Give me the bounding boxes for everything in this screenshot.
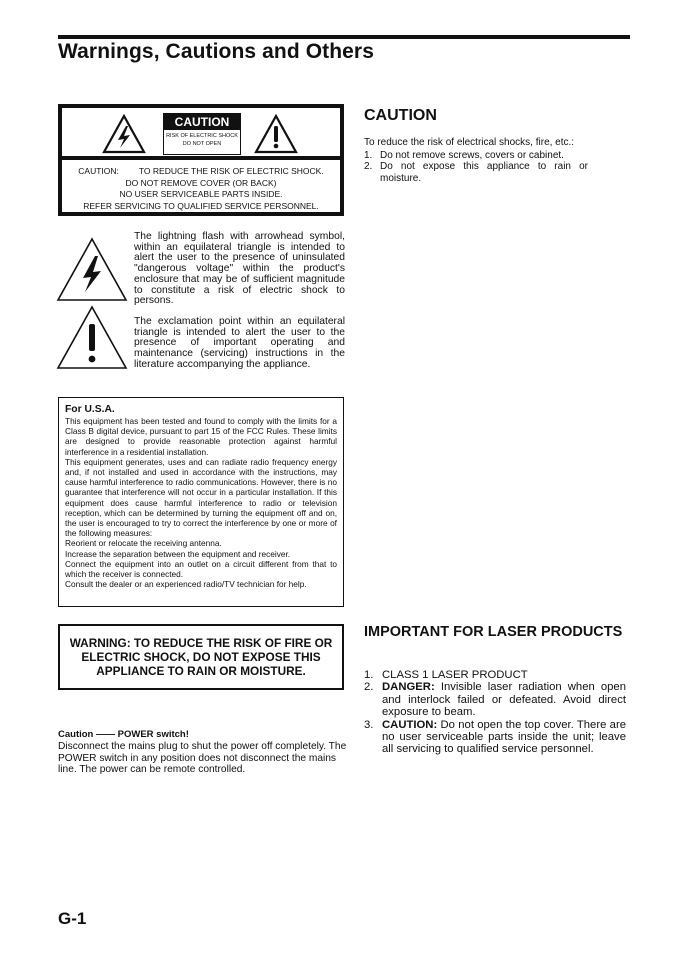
list-item-number: 2.: [364, 161, 373, 173]
exclamation-triangle-icon: [56, 305, 128, 371]
fcc-measure-1: Reorient or relocate the receiving antenna.: [65, 538, 222, 549]
caution-graphic-box: [58, 104, 344, 216]
warning-box: [58, 624, 344, 690]
caution-line-1-left: CAUTION:: [78, 166, 119, 176]
caution-line-4: REFER SERVICING TO QUALIFIED SERVICE PERSONNEL.: [83, 200, 319, 211]
power-switch-caution-title: Caution —— POWER switch!: [58, 729, 189, 740]
list-item-text: Do not remove screws, covers or cabinet.: [380, 150, 564, 162]
caution-line-2: DO NOT REMOVE COVER (OR BACK): [125, 177, 277, 188]
exclamation-triangle-icon: [254, 114, 298, 154]
page-title: Warnings, Cautions and Others: [58, 40, 374, 63]
list-item: [364, 669, 626, 681]
power-switch-caution-text: Disconnect the mains plug to shut the power off completely. The POWER switch in any position does not disconnect the mains line. The power can be remote controlled.: [58, 741, 347, 776]
list-item-text: Invisible laser radiation when open and interlock failed or defeated. Avoid direct exposure to beam.: [382, 681, 626, 719]
caution-graphic-top: [62, 108, 340, 156]
list-item-number: 3.: [364, 718, 374, 731]
caution-line-1: [62, 160, 340, 178]
fcc-heading: For U.S.A.: [65, 404, 115, 415]
caution-graphic-text: [62, 160, 340, 212]
list-item: [364, 719, 626, 756]
title-rule: [58, 35, 630, 39]
caution-line-3: NO USER SERVICEABLE PARTS INSIDE.: [119, 189, 283, 199]
list-item: [364, 681, 626, 718]
page-number: G-1: [58, 909, 87, 928]
caution-intro: To reduce the risk of electrical shocks, fire, etc.:: [364, 137, 575, 148]
warning-text: WARNING: TO REDUCE THE RISK OF FIRE OR ELECTRIC SHOCK, DO NOT EXPOSE THIS APPLIANCE TO RAIN OR MOISTURE.: [69, 636, 333, 678]
exclamation-symbol-text: The exclamation point within an equilateral triangle is intended to alert the user to the presence of important operating and maintenance (servicing) instructions in the literature accompanying the appliance.: [134, 316, 345, 370]
lightning-symbol-text: The lightning flash with arrowhead symbol, within an equilateral triangle is intended to alert the user to the presence of uninsulated "dangerous voltage" within the product's enclosure that may be of sufficient magnitude to constitute a risk of electric shock to persons.: [134, 231, 345, 307]
list-item-text: Do not open the top cover. There are no user serviceable parts inside the unit; leave all servicing to qualified service personnel.: [382, 718, 626, 756]
caution-list: [364, 150, 590, 184]
fcc-measure-4: Consult the dealer or an experienced radio/TV technician for help.: [65, 579, 307, 590]
list-item: [364, 150, 590, 161]
fcc-paragraph-2: This equipment generates, uses and can radiate radio frequency energy and, if not installed and used in accordance with the instructions, may cause harmful interference to radio communications. However, there is no guarantee that interference will not occur in a particular installation. If this equipment does cause harmful interference to radio or television reception, which can be determined by turning the equipment off and on, the user is encouraged to try to correct the interference by one or more of the following measures:: [65, 456, 337, 539]
fcc-measure-2: Increase the separation between the equipment and receiver.: [65, 548, 291, 559]
list-item-number: 2.: [364, 681, 374, 694]
lightning-triangle-icon: [102, 114, 146, 154]
laser-heading: IMPORTANT FOR LASER PRODUCTS: [364, 624, 623, 640]
caution-list-block: [364, 137, 590, 184]
caution-label: [163, 113, 241, 155]
list-item-number: 1.: [364, 150, 373, 162]
lightning-triangle-icon: [56, 237, 128, 303]
caution-label-sub-1: RISK OF ELECTRIC SHOCK: [166, 133, 238, 139]
list-item-bold: CAUTION:: [382, 718, 438, 731]
list-item-bold: DANGER:: [382, 681, 435, 694]
caution-line-1-right: TO REDUCE THE RISK OF ELECTRIC SHOCK.: [138, 166, 324, 176]
list-item-number: 1.: [364, 669, 374, 681]
list-item: [364, 161, 588, 183]
laser-list-block: [364, 669, 626, 756]
caution-label-head: CAUTION: [164, 114, 240, 130]
laser-list: [364, 669, 626, 756]
fcc-notice-box: [58, 397, 344, 607]
list-item-text: Do not expose this appliance to rain or moisture.: [380, 161, 588, 184]
fcc-paragraph-1: This equipment has been tested and found to comply with the limits for a Class B digital device, pursuant to part 15 of the FCC Rules. These limits are designed to provide reasonable protection against harmful interference in a residential installation.: [65, 416, 337, 457]
fcc-text: [65, 416, 337, 589]
caution-heading: CAUTION: [364, 107, 437, 124]
fcc-measure-3: Connect the equipment into an outlet on a circuit different from that to which the receiver is connected.: [65, 558, 337, 580]
caution-label-sub: [164, 130, 240, 148]
list-item-text: CLASS 1 LASER PRODUCT: [382, 669, 528, 681]
caution-label-sub-2: DO NOT OPEN: [182, 141, 222, 147]
